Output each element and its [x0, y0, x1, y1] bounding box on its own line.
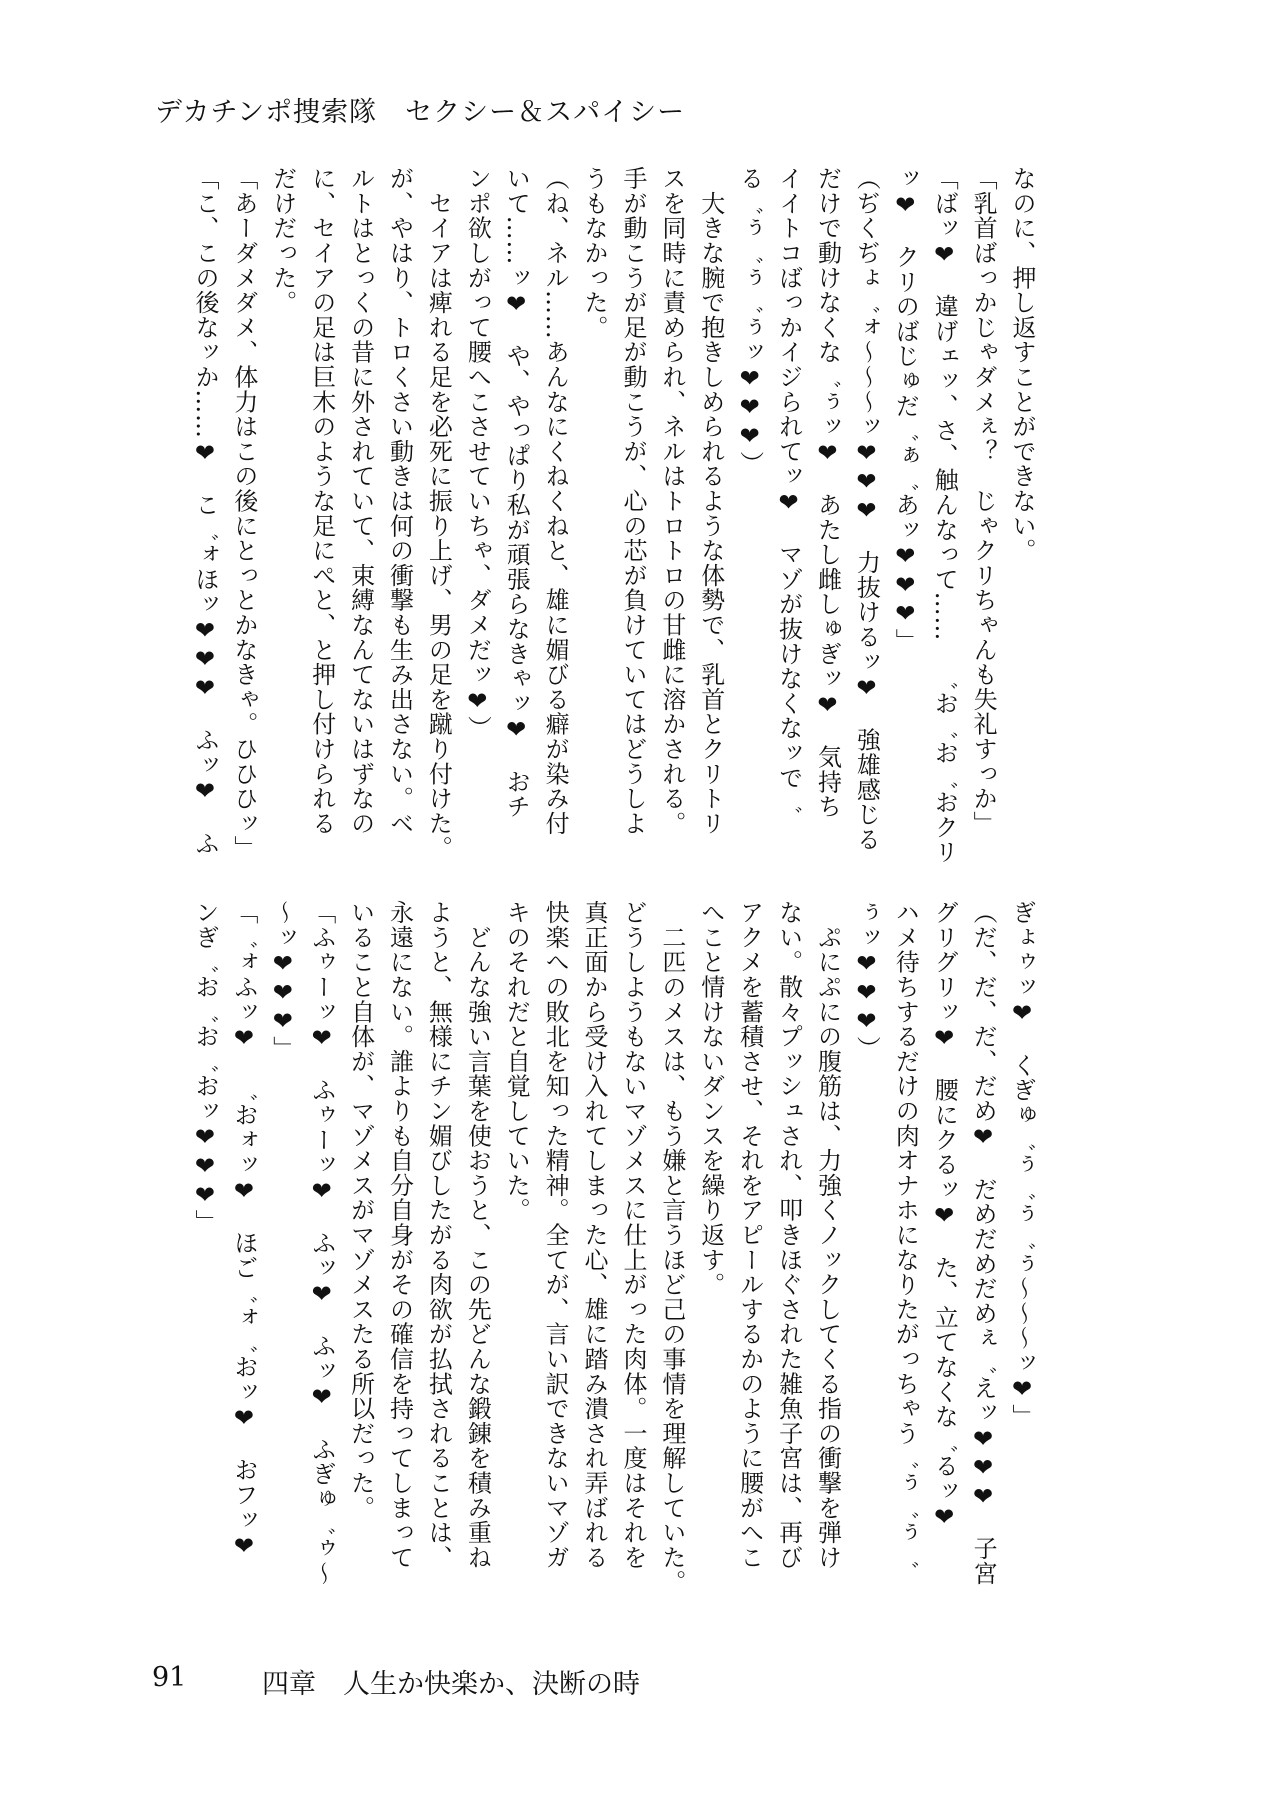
- chapter-title: 四章 人生か快楽か、決断の時: [262, 1669, 640, 1700]
- text-block-upper: [185, 166, 1041, 878]
- text-column: なのに、押し返すことができない。: [1008, 166, 1036, 563]
- text-column: ッ❤ クリのばじゅだ゛ぁ゛あッ❤❤❤」: [891, 166, 920, 654]
- text-column: る゛ぅ゛ぅ゛ぅッ❤❤❤）: [735, 166, 764, 476]
- text-column: 二匹のメスは、もう嫌と言うほど己の事情を理解していた。: [657, 900, 686, 1595]
- text-column: グリグリッ❤ 腰にクるッ❤ た、立てなくな゛るッ❤: [930, 900, 959, 1532]
- text-column: ハメ待ちするだけの肉オナホになりたがっちゃう゛ぅ゛ぅ゛: [891, 900, 920, 1570]
- text-column: だけで動けなくな゛ぅッ❤ あたし雌しゅぎッ❤ 気持ち: [813, 166, 842, 819]
- page-number: 91: [152, 1662, 187, 1693]
- text-column: 真正面から受け入れてしまった心、雄に踏み潰され弄ばれる: [580, 900, 609, 1570]
- text-column: ンポ欲しがって腰へこさせていちゃ、ダメだッ❤）: [463, 166, 492, 741]
- text-column: 永遠にない。誰よりも自分自身がその確信を持ってしまって: [385, 900, 414, 1570]
- text-column: うもなかった。: [580, 166, 609, 340]
- text-column: 「あーダメダメ、体力はこの後にとっとかなきゃ。ひひひッ」: [229, 166, 258, 861]
- text-column: 〜ッ❤❤❤」: [268, 900, 297, 1061]
- text-column: ンぎ゛お゛お゛おッ❤❤❤」: [190, 900, 219, 1235]
- text-column: （だ、だ、だ、だめ❤ だめだめだめぇ゛えッ❤❤❤ 子宮: [969, 900, 998, 1586]
- text-column: アクメを蓄積させ、それをアピールするかのように腰がへこ: [735, 900, 764, 1570]
- text-column: ようと、無様にチン媚びしたがる肉欲が払拭されることは、: [424, 900, 453, 1570]
- text-column: どうしようもないマゾメスに仕上がった肉体。一度はそれを: [618, 900, 647, 1570]
- text-column: ルトはとっくの昔に外されていて、束縛なんてないはずなの: [346, 166, 375, 836]
- text-column: へこと情けないダンスを繰り返す。: [696, 900, 725, 1297]
- text-column: ぷにぷにの腹筋は、力強くノックしてくる指の衝撃を弾け: [813, 900, 842, 1570]
- text-column: いて……ッ❤ や、やっぱり私が頑張らなきゃッ❤ おチ: [502, 166, 531, 819]
- text-column: キのそれだと自覚していた。: [502, 900, 531, 1223]
- text-column: セイアは痺れる足を必死に振り上げ、男の足を蹴り付けた。: [424, 166, 453, 861]
- text-column: イイトコばっかイジられてッ❤ マゾが抜けなくなッで゛: [774, 166, 803, 815]
- text-column: ぅッ❤❤❤）: [852, 900, 881, 1061]
- text-column: 「゛ォふッ❤ ゛おォッ❤ ほご゛ォ゛おッ❤ おフッ❤: [229, 900, 258, 1561]
- running-head-title: デカチンポ捜索隊 セクシー＆スパイシー: [155, 97, 686, 128]
- text-column: いること自体が、マゾメスがマゾメスたる所以だった。: [346, 900, 375, 1520]
- text-column: どんな強い言葉を使おうと、この先どんな鍛錬を積み重ね: [463, 900, 492, 1570]
- text-column: 「ばッ❤ 違げェッ、さ、触んなって…… ゛お゛お゛おクリ: [930, 166, 959, 865]
- text-column: ない。散々プッシュされ、叩きほぐされた雑魚子宮は、再び: [774, 900, 803, 1570]
- text-column: ぎょゥッ❤ くぎゅ゛ぅ゛ぅ゛ぅ〜〜〜ッ❤」: [1008, 900, 1036, 1429]
- text-column: 「ふゥーッ❤ ふゥーッ❤ ふッ❤ ふッ❤ ふぎゅ゛ゥ〜: [307, 900, 336, 1586]
- text-column: （ね、ネル……あんなにくねくねと、雄に媚びる癖が染み付: [541, 166, 570, 836]
- text-column: 「こ、この後なッか……❤ こ゛ォほッ❤❤❤ ふッ❤ ふ: [190, 166, 219, 856]
- text-column: 大きな腕で抱きしめられるような体勢で、乳首とクリトリ: [696, 166, 725, 836]
- text-column: （ぢくぢょ゛ォ〜〜〜ッ❤❤❤ 力抜けるッ❤ 強雄感じる: [852, 166, 881, 852]
- text-column: 快楽への敗北を知った精神。全てが、言い訳できないマゾガ: [541, 900, 570, 1570]
- text-column: に、セイアの足は巨木のような足にぺと、と押し付けられる: [307, 166, 336, 836]
- text-block-lower: [185, 900, 1041, 1612]
- text-column: が、やはり、トロくさい動きは何の衝撃も生み出さない。ベ: [385, 166, 414, 836]
- text-column: だけだった。: [268, 166, 297, 315]
- text-column: 手が動こうが足が動こうが、心の芯が負けていてはどうしよ: [618, 166, 647, 836]
- text-column: スを同時に責められ、ネルはトロトロの甘雌に溶かされる。: [657, 166, 686, 836]
- text-column: 「乳首ばっかじゃダメぇ？ じゃクリちゃんも失礼すっか」: [969, 166, 998, 836]
